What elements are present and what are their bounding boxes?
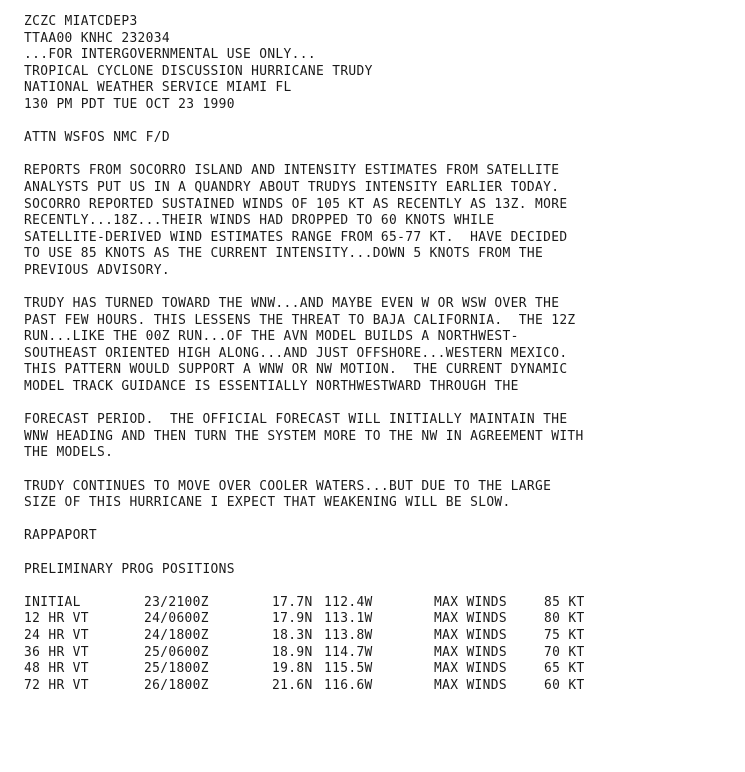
paragraph-line: THE MODELS. bbox=[24, 445, 114, 461]
forecaster-signature: RAPPAPORT bbox=[24, 528, 97, 544]
latitude-cell: 21.6N bbox=[272, 677, 313, 693]
spacer bbox=[24, 147, 735, 164]
paragraph-line: SOUTHEAST ORIENTED HIGH ALONG...AND JUST OFFSHORE...WESTERN MEXICO. bbox=[24, 345, 568, 361]
paragraph-intensity bbox=[24, 163, 735, 279]
longitude-cell: 112.4W bbox=[324, 594, 373, 610]
latitude-cell: 18.3N bbox=[272, 627, 313, 643]
valid-time-label: 72 HR VT bbox=[24, 677, 89, 693]
valid-time-label: 48 HR VT bbox=[24, 661, 89, 677]
paragraph-motion bbox=[24, 296, 735, 396]
longitude-cell: 114.7W bbox=[324, 644, 373, 660]
datetime-cell: 26/1800Z bbox=[144, 677, 209, 693]
paragraph-line: REPORTS FROM SOCORRO ISLAND AND INTENSITY ESTIMATES FROM SATELLITE bbox=[24, 163, 560, 179]
max-winds-label: MAX WINDS bbox=[434, 627, 507, 643]
paragraph-line: TRUDY CONTINUES TO MOVE OVER COOLER WATERS...BUT DUE TO THE LARGE bbox=[24, 478, 552, 494]
valid-time-label: 36 HR VT bbox=[24, 644, 89, 660]
paragraph-line: MODEL TRACK GUIDANCE IS ESSENTIALLY NORTHWESTWARD THROUGH THE bbox=[24, 379, 519, 395]
prog-positions-table bbox=[24, 595, 604, 695]
longitude-cell: 113.8W bbox=[324, 627, 373, 643]
spacer bbox=[24, 280, 735, 297]
table-row bbox=[24, 661, 604, 678]
datetime-cell: 23/2100Z bbox=[144, 594, 209, 610]
paragraph-line: PAST FEW HOURS. THIS LESSENS THE THREAT TO BAJA CALIFORNIA. THE 12Z bbox=[24, 312, 576, 328]
valid-time-label: 24 HR VT bbox=[24, 627, 89, 643]
paragraph-weakening bbox=[24, 479, 735, 512]
header-line: TTAA00 KNHC 232034 bbox=[24, 30, 170, 46]
wind-speed-cell: 80 KT bbox=[544, 611, 585, 627]
paragraph-line: THIS PATTERN WOULD SUPPORT A WNW OR NW MOTION. THE CURRENT DYNAMIC bbox=[24, 362, 568, 378]
longitude-cell: 115.5W bbox=[324, 661, 373, 677]
table-row bbox=[24, 645, 604, 662]
table-row bbox=[24, 628, 604, 645]
wind-speed-cell: 60 KT bbox=[544, 677, 585, 693]
wind-speed-cell: 75 KT bbox=[544, 627, 585, 643]
spacer bbox=[24, 578, 735, 595]
paragraph-line: FORECAST PERIOD. THE OFFICIAL FORECAST WILL INITIALLY MAINTAIN THE bbox=[24, 412, 568, 428]
spacer bbox=[24, 512, 735, 529]
table-row bbox=[24, 595, 604, 612]
latitude-cell: 17.7N bbox=[272, 594, 313, 610]
spacer bbox=[24, 114, 735, 131]
datetime-cell: 24/1800Z bbox=[144, 627, 209, 643]
valid-time-label: INITIAL bbox=[24, 594, 81, 610]
paragraph-line: PREVIOUS ADVISORY. bbox=[24, 262, 170, 278]
prog-positions-title: PRELIMINARY PROG POSITIONS bbox=[24, 561, 235, 577]
paragraph-line: ANALYSTS PUT US IN A QUANDRY ABOUT TRUDYS INTENSITY EARLIER TODAY. bbox=[24, 179, 560, 195]
header-line: NATIONAL WEATHER SERVICE MIAMI FL bbox=[24, 80, 292, 96]
latitude-cell: 19.8N bbox=[272, 661, 313, 677]
spacer bbox=[24, 545, 735, 562]
table-row bbox=[24, 678, 604, 695]
datetime-cell: 25/0600Z bbox=[144, 644, 209, 660]
wind-speed-cell: 85 KT bbox=[544, 594, 585, 610]
paragraph-line: TRUDY HAS TURNED TOWARD THE WNW...AND MAYBE EVEN W OR WSW OVER THE bbox=[24, 296, 560, 312]
header-line: ZCZC MIATCDEP3 bbox=[24, 14, 138, 29]
spacer bbox=[24, 396, 735, 413]
datetime-cell: 24/0600Z bbox=[144, 611, 209, 627]
paragraph-line: RUN...LIKE THE 00Z RUN...OF THE AVN MODEL BUILDS A NORTHWEST- bbox=[24, 329, 519, 345]
paragraph-line: SIZE OF THIS HURRICANE I EXPECT THAT WEAKENING WILL BE SLOW. bbox=[24, 495, 511, 511]
attn-line: ATTN WSFOS NMC F/D bbox=[24, 130, 170, 146]
paragraph-line: TO USE 85 KNOTS AS THE CURRENT INTENSITY...DOWN 5 KNOTS FROM THE bbox=[24, 246, 544, 262]
max-winds-label: MAX WINDS bbox=[434, 611, 507, 627]
max-winds-label: MAX WINDS bbox=[434, 661, 507, 677]
paragraph-forecast bbox=[24, 412, 735, 462]
paragraph-line: SATELLITE-DERIVED WIND ESTIMATES RANGE FROM 65-77 KT. HAVE DECIDED bbox=[24, 229, 568, 245]
max-winds-label: MAX WINDS bbox=[434, 644, 507, 660]
header-line: ...FOR INTERGOVERNMENTAL USE ONLY... bbox=[24, 47, 316, 63]
paragraph-line: SOCORRO REPORTED SUSTAINED WINDS OF 105 KT AS RECENTLY AS 13Z. MORE bbox=[24, 196, 568, 212]
valid-time-label: 12 HR VT bbox=[24, 611, 89, 627]
table-row bbox=[24, 611, 604, 628]
longitude-cell: 116.6W bbox=[324, 677, 373, 693]
header-line: TROPICAL CYCLONE DISCUSSION HURRICANE TRUDY bbox=[24, 63, 373, 79]
header-line: 130 PM PDT TUE OCT 23 1990 bbox=[24, 96, 235, 112]
wind-speed-cell: 70 KT bbox=[544, 644, 585, 660]
paragraph-line: RECENTLY...18Z...THEIR WINDS HAD DROPPED TO 60 KNOTS WHILE bbox=[24, 213, 495, 229]
datetime-cell: 25/1800Z bbox=[144, 661, 209, 677]
latitude-cell: 18.9N bbox=[272, 644, 313, 660]
max-winds-label: MAX WINDS bbox=[434, 594, 507, 610]
max-winds-label: MAX WINDS bbox=[434, 677, 507, 693]
paragraph-line: WNW HEADING AND THEN TURN THE SYSTEM MORE TO THE NW IN AGREEMENT WITH bbox=[24, 428, 584, 444]
discussion-document bbox=[24, 14, 735, 694]
header-block bbox=[24, 14, 735, 114]
longitude-cell: 113.1W bbox=[324, 611, 373, 627]
latitude-cell: 17.9N bbox=[272, 611, 313, 627]
spacer bbox=[24, 462, 735, 479]
wind-speed-cell: 65 KT bbox=[544, 661, 585, 677]
